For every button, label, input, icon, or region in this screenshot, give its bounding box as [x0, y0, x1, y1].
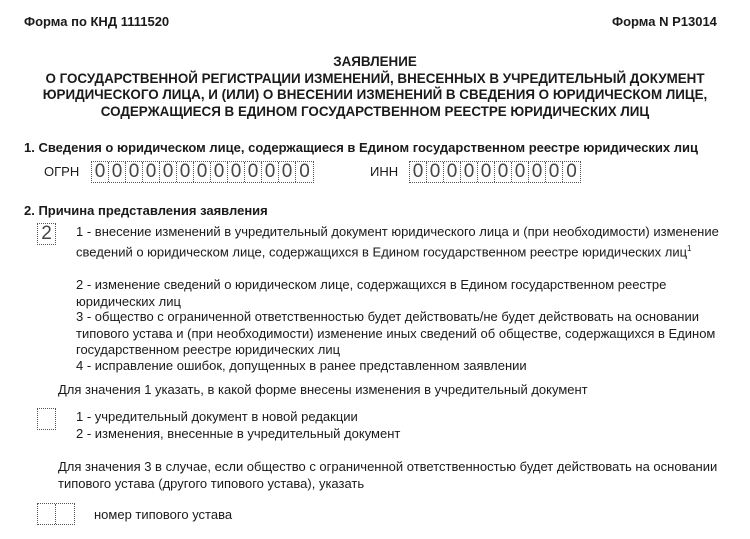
reason-option-2-line-2: юридических лиц: [76, 293, 181, 309]
charter-note-line-1: Для значения 3 в случае, если общество с ограниченной ответственностью будет действовать на основании: [58, 459, 718, 474]
inn-input[interactable]: [409, 161, 581, 183]
footnote-marker: 1: [687, 243, 692, 253]
charter-note: [58, 459, 717, 492]
ogrn-digit[interactable]: 0: [299, 161, 310, 182]
inn-digit[interactable]: 0: [512, 162, 529, 182]
reason-option-4: 4 - исправление ошибок, допущенных в ранее представленном заявлении: [76, 358, 527, 373]
section-1-heading: 1. Сведения о юридическом лице, содержащиеся в Едином государственном реестре юридических лиц: [24, 140, 699, 155]
reason-option-2: [76, 277, 666, 310]
knd-form-code: Форма по КНД 1111520: [24, 14, 170, 29]
title-line-1: ЗАЯВЛЕНИЕ: [333, 54, 417, 69]
reason-option-3-line-3: государственном реестре юридических лиц: [76, 342, 341, 358]
reason-code-input[interactable]: 2: [37, 223, 56, 245]
inn-digit[interactable]: 0: [478, 162, 495, 182]
ogrn-digit[interactable]: 0: [109, 162, 126, 182]
inn-digit[interactable]: 0: [461, 162, 478, 182]
ogrn-digit[interactable]: 0: [143, 162, 160, 182]
charter-note-line-2: типового устава (другого типового устава), указать: [58, 475, 365, 491]
form-of-changes-note: Для значения 1 указать, в какой форме внесены изменения в учредительный документ: [58, 382, 588, 397]
inn-digit[interactable]: 0: [427, 162, 444, 182]
form-option-1: 1 - учредительный документ в новой редакции: [76, 409, 358, 424]
reason-option-1: [76, 224, 719, 261]
reason-option-2-line-1: 2 - изменение сведений о юридическом лице, содержащихся в Едином государственном реестре: [76, 277, 667, 292]
inn-digit[interactable]: 0: [495, 162, 512, 182]
section-2-heading: 2. Причина представления заявления: [24, 203, 268, 218]
ogrn-digit[interactable]: 0: [211, 162, 228, 182]
inn-digit[interactable]: 0: [444, 162, 461, 182]
inn-digit[interactable]: 0: [410, 162, 427, 182]
ogrn-digit[interactable]: 0: [245, 162, 262, 182]
reason-option-1-line-1: 1 - внесение изменений в учредительный документ юридического лица и (при необходимости) изменение: [76, 224, 719, 239]
form-of-changes-options: [76, 409, 400, 442]
form-option-2: 2 - изменения, внесенные в учредительный документ: [76, 425, 401, 441]
ogrn-input[interactable]: [91, 161, 314, 183]
reason-option-1-line-2: сведений о юридическом лице, содержащихся в Едином государственном реестре юридических лиц: [76, 243, 688, 259]
ogrn-digit[interactable]: 0: [194, 162, 211, 182]
form-of-changes-input[interactable]: [37, 408, 56, 430]
charter-digit[interactable]: [56, 504, 74, 524]
charter-number-input[interactable]: [37, 503, 75, 525]
ogrn-digit[interactable]: 0: [228, 162, 245, 182]
ogrn-label: ОГРН: [44, 164, 80, 179]
reason-option-3-line-1: 3 - общество с ограниченной ответственностью будет действовать/не будет действовать на основании: [76, 309, 699, 324]
title-line-4: СОДЕРЖАЩИЕСЯ В ЕДИНОМ ГОСУДАРСТВЕННОМ РЕЕСТРЕ ЮРИДИЧЕСКИХ ЛИЦ: [100, 103, 650, 119]
title-line-2: О ГОСУДАРСТВЕННОЙ РЕГИСТРАЦИИ ИЗМЕНЕНИЙ, ВНЕСЕННЫХ В УЧРЕДИТЕЛЬНЫЙ ДОКУМЕНТ: [45, 70, 705, 86]
reason-option-3: [76, 309, 715, 359]
inn-digit[interactable]: 0: [529, 162, 546, 182]
charter-number-label: номер типового устава: [94, 507, 233, 522]
form-number: Форма N Р13014: [612, 14, 717, 29]
charter-digit[interactable]: [38, 504, 56, 524]
ogrn-digit[interactable]: 0: [279, 162, 296, 182]
inn-label: ИНН: [370, 164, 399, 179]
inn-digit[interactable]: 0: [546, 162, 563, 182]
ogrn-digit[interactable]: 0: [92, 162, 109, 182]
document-title: [0, 54, 750, 120]
inn-digit[interactable]: 0: [566, 161, 577, 182]
title-line-3: ЮРИДИЧЕСКОГО ЛИЦА, И (ИЛИ) О ВНЕСЕНИИ ИЗМЕНЕНИЙ В СВЕДЕНИЯ О ЮРИДИЧЕСКОМ ЛИЦЕ,: [42, 87, 708, 102]
ogrn-digit[interactable]: 0: [177, 162, 194, 182]
ogrn-digit[interactable]: 0: [262, 162, 279, 182]
reason-option-3-line-2: типового устава и (при необходимости) изменение иных сведений об обществе, содержащихся в Едином: [76, 325, 716, 341]
ogrn-digit[interactable]: 0: [126, 162, 143, 182]
ogrn-digit[interactable]: 0: [160, 162, 177, 182]
